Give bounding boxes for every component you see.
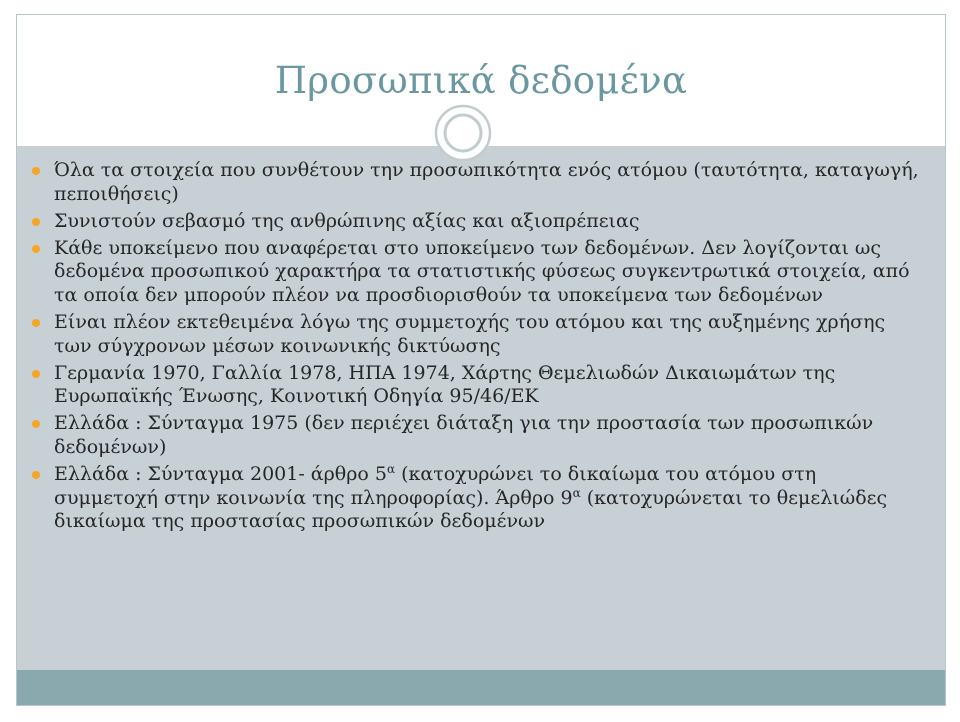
bullet-text-part2: (κατοχυρώνει το δικαίωμα του ατόμου στη συμμετοχή στην κοινωνία της πληροφορίας). Άρθρο 9 bbox=[54, 463, 817, 509]
bullet-icon bbox=[32, 471, 40, 479]
bottom-bar bbox=[17, 670, 945, 705]
bullet-text-part1: Ελλάδα : Σύνταγμα 2001- άρθρο 5 bbox=[54, 463, 387, 486]
slide-title: Προσωπικά δεδομένα bbox=[274, 59, 688, 102]
bullet-text: Ελλάδα : Σύνταγμα 1975 (δεν περιέχει διάταξη για την προστασία των προσωπικών δεδομένων) bbox=[54, 412, 874, 459]
bullet-icon bbox=[32, 420, 40, 428]
bullet-icon bbox=[32, 245, 40, 253]
bullet-text: Είναι πλέον εκτεθειμένα λόγω της συμμετοχής του ατόμου και της αυξημένης χρήσης των σύγχρονων μέσων κοινωνικής δικτύωσης bbox=[54, 311, 886, 357]
bullet-item bbox=[32, 463, 922, 534]
bullet-item bbox=[32, 412, 922, 459]
bullet-item bbox=[32, 159, 922, 206]
bullet-text: Κάθε υποκείμενο που αναφέρεται στο υποκείμενο των δεδομένων. Δεν λογίζονται ως δεδομένα προσωπικού χαρακτήρα τα στατιστικής φύσεως συγκεντρωτικά στοιχεία, από τα οποία δεν μπορούν πλέον να προσδιορισθούν τα υποκείμενα των δεδομένων bbox=[54, 236, 910, 306]
superscript-alpha: α bbox=[572, 485, 581, 500]
bullet-icon bbox=[32, 319, 40, 327]
superscript-alpha: α bbox=[386, 462, 396, 477]
bullet-item bbox=[32, 237, 922, 308]
double-circle-ornament-icon bbox=[433, 103, 493, 163]
bullet-icon bbox=[32, 218, 40, 226]
bullet-icon bbox=[32, 167, 40, 175]
bullet-icon bbox=[32, 370, 40, 378]
bullet-text-part3: (κατοχυρώνεται το θεμελιώδες δικαίωμα της προστασίας προσωπικών δεδομένων bbox=[54, 486, 888, 533]
bullet-text: Συνιστούν σεβασμό της ανθρώπινης αξίας και αξιοπρέπειας bbox=[54, 209, 640, 232]
bullet-item bbox=[32, 362, 922, 409]
bullet-list bbox=[32, 159, 922, 537]
bullet-text: Όλα τα στοιχεία που συνθέτουν την προσωπικότητα ενός ατόμου (ταυτότητα, καταγωγή, πεποιθήσεις) bbox=[54, 159, 919, 205]
bullet-item bbox=[32, 311, 922, 358]
bullet-item bbox=[32, 210, 922, 234]
bullet-text: Γερμανία 1970, Γαλλία 1978, ΗΠΑ 1974, Χάρτης Θεμελιωδών Δικαιωμάτων της Ευρωπαϊκής Ένωσης, Κοινοτική Οδηγία 95/46/ΕΚ bbox=[54, 361, 836, 408]
